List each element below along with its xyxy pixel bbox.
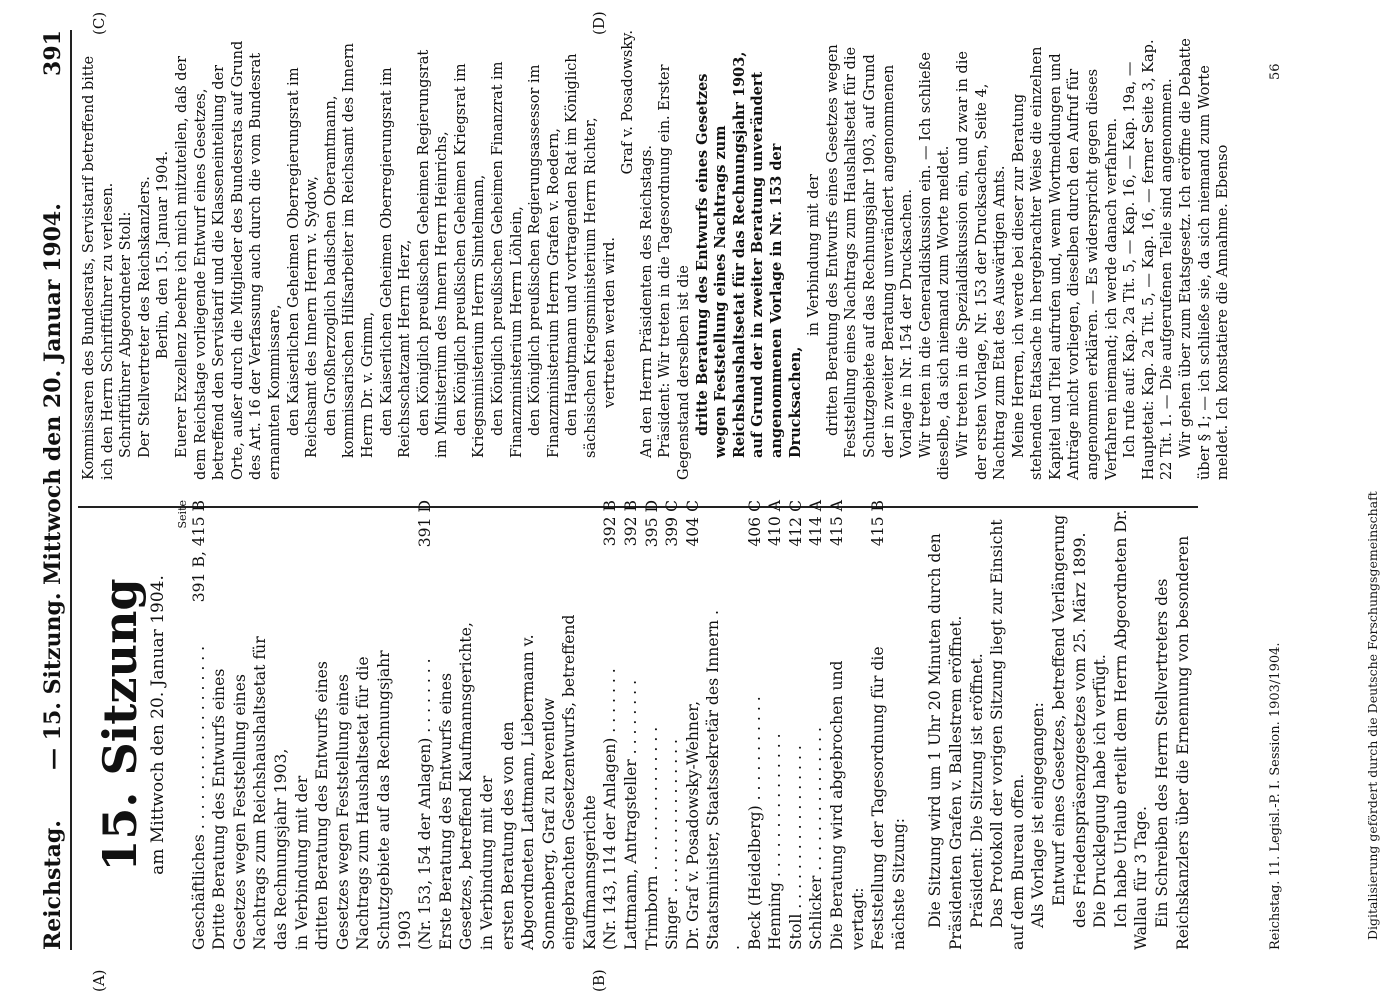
header-left: Reichstag. [40,820,66,950]
toc-entry: Beck (Heidelberg) . . . . . . . . . . . [745,696,764,950]
items-called: Ich rufe auf: Kap. 2a Tit. 5, — Kap. 16, — Kap. 19a, — Hauptetat: Kap. 2a Tit. 5, — Kap. 16, — ferner Seite 3, Kap. 22 Tit. 1. — Die aufgerufenen Teile sind angenommen. [1122,39,1176,480]
toc-page: 395 D [642,500,661,548]
agenda-connector: in Verbindung mit der [806,174,823,336]
toc-entry: Singer . . . . . . . . . . . . . . . . [663,739,682,950]
margin-mark-d: (D) [590,11,608,35]
agenda-opening: Präsident: Wir treten in die Tagesordnung ein. Erster Gegenstand derselben ist die [657,64,692,480]
toc-row [189,500,210,950]
toc-row [868,500,909,950]
toc-entry: Feststellung der Tagesordnung für die nächste Sitzung: [869,646,908,950]
etat-law-paragraph: Wir gehen über zum Etatsgesetz. Ich eröffne die Debatte über § 1; — ich schließe sie, da sich niemand zum Worte meldet. Ich konstatiere die Annahme. Ebenso [1178,38,1232,480]
toc-page: 414 A [807,500,826,546]
toc-page [498,500,601,608]
toc-entry: Dritte Beratung des Entwurfs eines Gesetzes wegen Feststellung eines Nachtrags zum Reichshaushaltsetat für das Rechnungsjahr 1903, [210,636,290,950]
margin-mark-c: (C) [90,11,108,35]
letter-body: Euerer Exzellenz beehre ich mich mitzuteilen, daß der dem Reichstage vorliegende Entwurf eines Gesetzes, betreffend den Servistarif und die Klasseneinteilung der Orte, außer durch die Mitglieder des Bundesrats auf Grund des Art. 16 der Verfassung auch durch die vom Bundesrat ernannten Kommissare, [173,40,283,480]
toc-row [745,500,766,950]
toc-entry: dritten Beratung des Entwurfs eines Gesetzes wegen Feststellung eines Nachtrags zum Haushaltsetat für die Schutzgebiete auf das Rechnungsjahr 1903 [313,650,414,950]
toc-row [683,500,745,950]
toc-row [662,500,683,950]
toc-row [477,500,498,950]
commissioner-4: den Königlich preußischen Geheimen Regierungsrat im Ministerium des Innern Herrn Heinrichs, [415,49,451,458]
toc-page: 392 B [601,500,620,547]
toc-page: 391 D [416,500,435,548]
toc-page-heading: Seite [175,500,189,529]
toc-page: 404 C [683,500,702,547]
commissioner-1: den Kaiserlichen Geheimen Oberregierungsrat im Reichsamt des Innern Herrn v. Sydow, [285,67,321,458]
toc-entry: in Verbindung mit der [477,775,496,950]
toc-page: 415 B [869,500,888,547]
right-para-0: Kommissaren des Bundesrats, Servistarif betreffend bitte ich den Herrn Schriftführer zu verlesen. [81,55,116,480]
toc-row [292,500,313,950]
leave-notice: Ich habe Urlaub erteilt dem Herrn Abgeordneten Dr. Wallau für 3 Tage. [1111,509,1151,950]
opening-paragraph: Die Sitzung wird um 1 Uhr 20 Minuten durch den Präsidenten Grafen v. Ballestrem eröffnet. [926,533,965,950]
toc-page [477,500,498,608]
toc-entry: (Nr. 153, 154 der Anlagen) . . . . . . . . [416,658,435,950]
table-of-contents [189,500,910,950]
toc-page [436,500,477,608]
session-date: am Mittwoch den 20. Januar 1904. [148,575,168,875]
toc-row [806,500,827,950]
printing-notice: Die Druckleguug habe ich verfügt. [1091,654,1110,928]
letter-closing: vertreten werden wird. [601,236,618,408]
toc-entry: Geschäftliches . . . . . . . . . . . . . . . . . . . [189,645,208,950]
agenda-item-1: dritte Beratung des Entwurfs eines Gesetzes wegen Feststellung eines Nachtrags zum Reichshaushaltsetat für das Rechnungsjahr 1903, auf Grund der in zweiter Beratung unverändert angenommenen Vorlage in Nr. 153 der Drucksachen, [693,51,804,458]
session-title: 15. Sitzung [93,578,147,872]
letter-intro: Ein Schreiben des Herrn Stellvertreters des Reichskanzlers über die Ernennung von besonderen [1152,535,1192,950]
toc-page: 406 C [745,500,764,547]
toc-entry: Erste Beratung des Entwurfs eines Gesetzes, betreffend Kaufmannsgerichte, [436,622,476,950]
toc-row [600,500,621,950]
agenda-item-2: dritten Beratung des Entwurfs eines Gesetzes wegen Feststellung eines Nachtrags zum Haushaltsetat für die Schutzgebiete auf das Rechnungsjahr 1903, auf Grund der in zweiter Beratung unverändert angenommenen Vorlage in Nr. 154 der Drucksachen. [824,44,916,458]
commissioner-2: den Großherzoglich badischen Oberamtmann, kommissarischen Hilfsarbeiter im Reichsamt des Innern Herrn Dr. v. Grimm, [322,43,376,458]
right-column [80,30,1233,480]
letter-sender: Der Stellvertreter des Reichskanzlers. [136,176,153,458]
toc-entry: Henning . . . . . . . . . . . . . . . [766,733,785,950]
toc-page: 391 B, 415 B [189,500,208,603]
toc-row [786,500,807,950]
toc-row [436,500,477,950]
letter-addressee: An den Herrn Präsidenten des Reichstags. [638,145,655,458]
commissioner-6: den Königlich preußischen Geheimen Finanzrat im Finanzministerium Herrn Löhlein, [490,61,525,458]
toc-entry: Die Beratung wird abgebrochen und vertagt: [828,660,867,950]
margin-mark-a: (A) [90,969,108,992]
toc-page: 410 A [766,500,785,546]
submission-item: Entwurf eines Gesetzes, betreffend Verlängerung des Friedenspräsenzgesetzes vom 25. März 1899. [1049,514,1089,928]
special-discussion: Wir treten in die Spezialdiskussion ein, und zwar in die der ersten Vorlage, Nr. 153 der Drucksachen, Seite 4, Nachtrag zum Etat des Auswärtigen Amts. [954,51,1009,480]
toc-row [621,500,642,950]
submission-heading: Als Vorlage ist eingegangen: [1029,702,1048,928]
toc-entry: ersten Beratung des von den Abgeordneten Lattmann, Liebermann v. Sonnenberg, Graf zu Reventlow eingebrachten Gesetzentwurfs, betreffend Kaufmannsgerichte [498,614,599,950]
left-column [80,500,1193,950]
toc-row [642,500,663,950]
toc-row [498,500,601,950]
margin-mark-b: (B) [590,969,608,992]
speaker-stoll: Schriftführer Abgeordneter Stoll: [118,211,135,458]
toc-entry: (Nr. 143, 114 der Anlagen) . . . . . . . [601,668,620,950]
toc-row [312,500,415,950]
toc-entry: Schlicker . . . . . . . . . . . . . . . [807,726,826,950]
toc-page: 399 C [663,500,682,547]
toc-row [827,500,868,950]
toc-entry: Trimborn . . . . . . . . . . . . . . . [642,726,661,950]
toc-row [209,500,291,950]
page-number: 391 [40,30,66,76]
toc-page [292,500,313,608]
general-discussion: Wir treten in die Generaldiskussion ein. — Ich schließe dieselbe, da sich niemand zum Worte meldet. [917,52,953,480]
president-opening: Präsident: Die Sitzung ist eröffnet. [967,653,986,928]
toc-row [765,500,786,950]
toc-entry: Stoll . . . . . . . . . . . . . . . . . [786,745,805,950]
header-center: — 15. Sitzung. Mittwoch den 20. Januar 1904. [40,203,66,770]
toc-page: 392 B [622,500,641,547]
toc-page [312,500,415,608]
toc-entry: in Verbindung mit der [292,775,311,950]
toc-page [209,500,291,608]
commissioner-8: den Hauptmann und vortragenden Rat im Königlich sächsischen Kriegsministerium Herrn Richter, [564,53,600,458]
procedure-paragraph: Meine Herren, ich werde bei dieser zur Beratung stehenden Etatsache in hergebrachter Weise die einzelnen Kapitel und Titel aufrufen und, wenn Wortmeldungen und Anträge nicht vorliegen, dieselben durch den Aufruf für angenommen erklären. — Es widerspricht gegen dieses Verfahren niemand; ich werde danach verfahren. [1010,46,1120,480]
commissioner-3: den Kaiserlichen Geheimen Oberregierungsrat im Reichsschatzamt Herrn Herz, [378,67,414,458]
toc-entry: Lattmann, Antragsteller . . . . . . . . [622,679,641,950]
protocol-notice: Das Protokoll der vorigen Sitzung liegt zur Einsicht auf dem Bureau offen. [988,519,1027,950]
commissioner-7: den Königlich preußischen Regierungsassessor im Finanzministerium Herrn Grafen v. Roedern, [527,64,562,458]
left-footer: Reichstag. 11. Legisl.-P. I. Session. 1903/1904. [1268,642,1283,950]
right-footer: 56 [1268,63,1283,80]
running-header [40,30,72,950]
toc-row [415,500,436,950]
toc-page: 412 C [786,500,805,547]
letter-signature: Graf v. Posadowsky. [620,30,637,175]
funding-note: Digitalisierung gefördert durch die Deutsche Forschungsgemeinschaft [1365,491,1380,940]
toc-entry: Dr. Graf v. Posadowsky-Wehner, Staatsminister, Staatssekretär des Innern . . [683,610,744,950]
letter-date: Berlin, den 15. Januar 1904. [155,150,172,360]
toc-page: 415 A [828,500,846,546]
commissioner-5: den Königlich preußischen Geheimen Kriegsrat im Kriegsministerium Herrn Simtelmann, [452,63,488,458]
